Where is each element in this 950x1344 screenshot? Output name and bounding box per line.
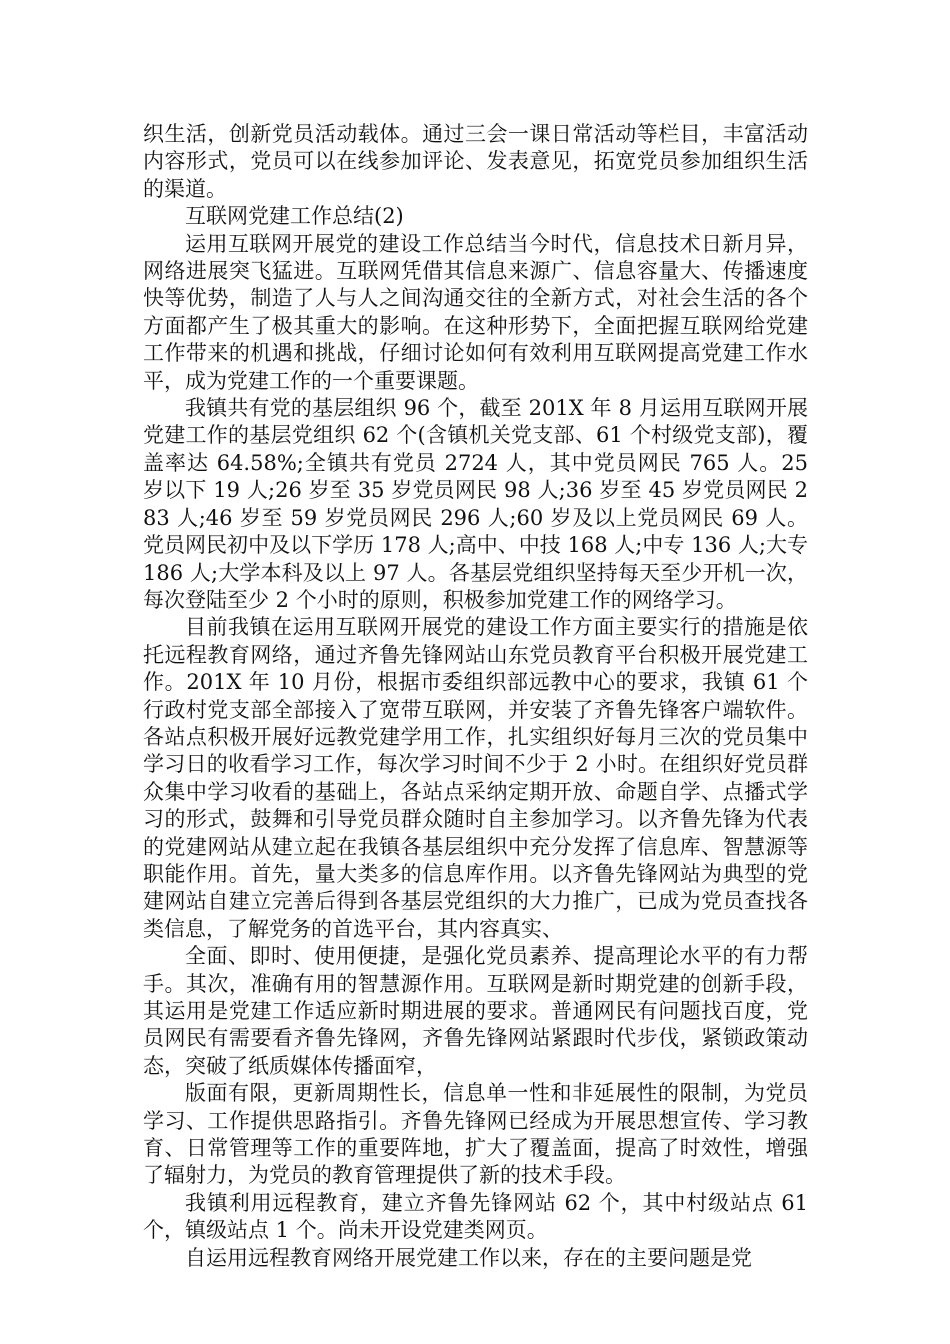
document-page — [143, 121, 808, 1272]
paragraph-measures: 目前我镇在运用互联网开展党的建设工作方面主要实行的措施是依托远程教育网络，通过齐鲁先锋网站山东党员教育平台积极开展党建工作。201X 年 10 月份，根据市委组织部远教中心的要求，我镇 61 个行政村党支部全部接入了宽带互联网，并安装了齐鲁先锋客户端软件。各站点积极开展好远教党建学用工作，扎实组织好每月三次的党员集中学习日的收看学习工作，每次学习时间不少于 2 小时。在组织好党员群众集中学习收看的基础上，各站点采纳定期开放、命题自学、点播式学习的形式，鼓舞和引导党员群众随时自主参加学习。以齐鲁先锋为代表的党建网站从建立起在我镇各基层组织中充分发挥了信息库、智慧源等职能作用。首先，量大类多的信息库作用。以齐鲁先锋网站为典型的党建网站自建立完善后得到各基层党组织的大力推广，已成为党员查找各类信息，了解党务的首选平台，其内容真实、 — [143, 615, 808, 941]
paragraph-limits: 版面有限，更新周期性长，信息单一性和非延展性的限制，为党员学习、工作提供思路指引。齐鲁先锋网已经成为开展思想宣传、学习教育、日常管理等工作的重要阵地，扩大了覆盖面，提高了时效性，增强了辐射力，为党员的教育管理提供了新的技术手段。 — [143, 1081, 808, 1188]
paragraph-overview: 运用互联网开展党的建设工作总结当今时代，信息技术日新月异，网络进展突飞猛进。互联网凭借其信息来源广、信息容量大、传播速度快等优势，制造了人与人之间沟通交往的全新方式，对社会生活的各个方面都产生了极其重大的影响。在这种形势下，全面把握互联网给党建工作带来的机遇和挑战，仔细讨论如何有效利用互联网提高党建工作水平，成为党建工作的一个重要课题。 — [143, 231, 808, 393]
section-heading: 互联网党建工作总结(2) — [185, 204, 404, 229]
paragraph-sites: 我镇利用远程教育，建立齐鲁先锋网站 62 个，其中村级站点 61 个，镇级站点 1 个。尚未开设党建类网页。 — [143, 1190, 808, 1243]
paragraph-continued-intro: 织生活，创新党员活动载体。通过三会一课日常活动等栏目，丰富活动内容形式，党员可以在线参加评论、发表意见，拓宽党员参加组织生活的渠道。 — [143, 122, 808, 201]
paragraph-problems: 自运用远程教育网络开展党建工作以来，存在的主要问题是党 — [185, 1245, 752, 1270]
paragraph-statistics: 我镇共有党的基层组织 96 个，截至 201X 年 8 月运用互联网开展党建工作的基层党组织 62 个(含镇机关党支部、61 个村级党支部)，覆盖率达 64.58%;全镇共有党员 2724 人，其中党员网民 765 人。25 岁以下 19 人;26 岁至 35 岁党员网民 98 人;36 岁至 45 岁党员网民 283 人;46 岁至 59 岁党员网民 296 人;60 岁及以上党员网民 69 人。党员网民初中及以下学历 178 人;高中、中技 168 人;中专 136 人;大专 186 人;大学本科及以上 97 人。各基层党组织坚持每天至少开机一次，每次登陆至少 2 个小时的原则，积极参加党建工作的网络学习。 — [143, 396, 808, 612]
paragraph-functions: 全面、即时、使用便捷，是强化党员素养、提高理论水平的有力帮手。其次，准确有用的智慧源作用。互联网是新时期党建的创新手段，其运用是党建工作适应新时期进展的要求。普通网民有问题找百度，党员网民有需要看齐鲁先锋网，齐鲁先锋网站紧跟时代步伐，紧锁政策动态，突破了纸质媒体传播面窄， — [143, 944, 808, 1078]
